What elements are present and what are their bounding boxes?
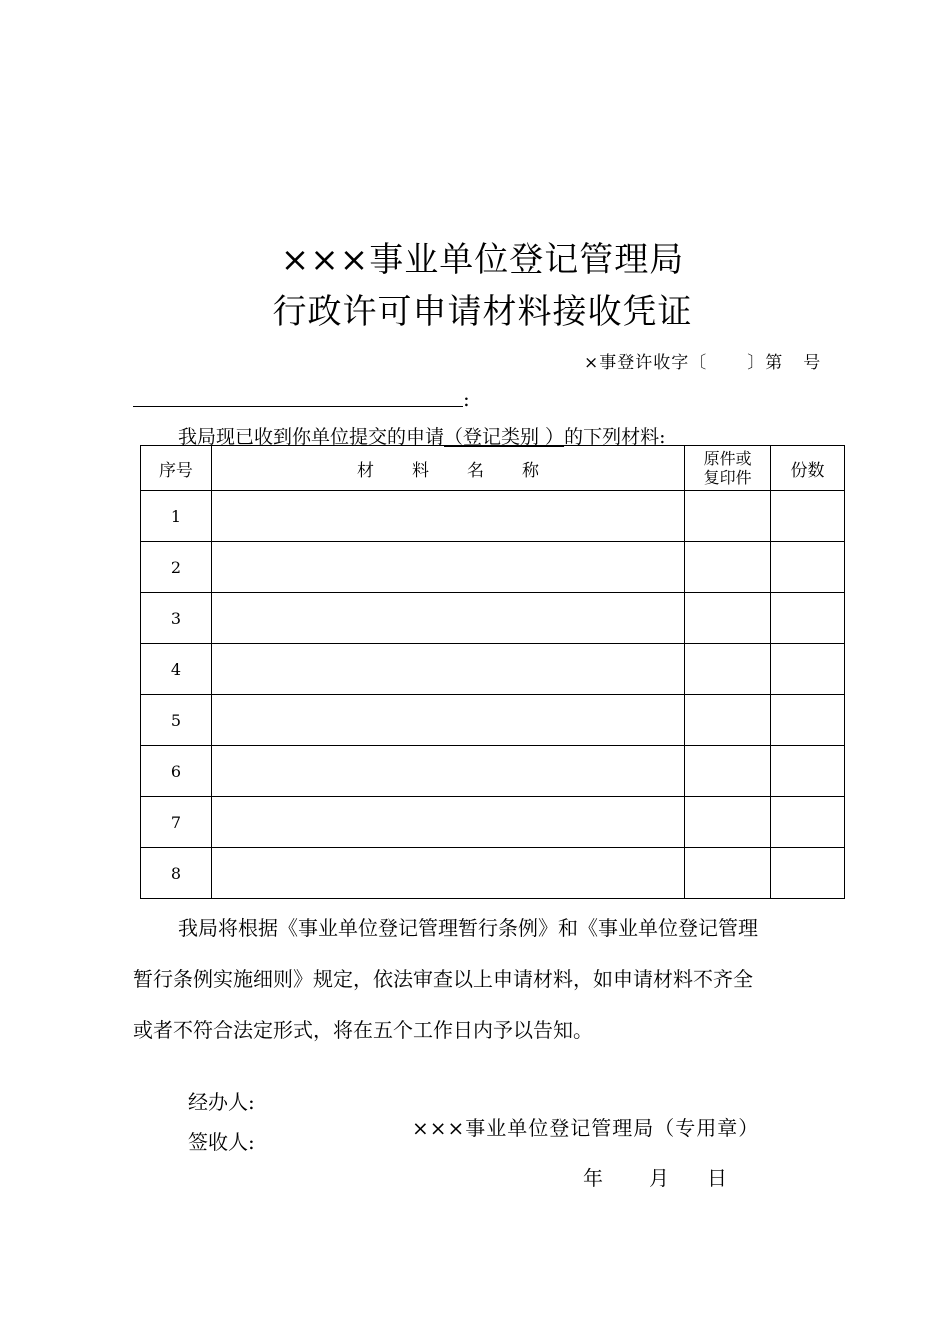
row-number: 2 [141, 542, 212, 593]
copies-cell [771, 542, 845, 593]
body-paragraph-line3: 或者不符合法定形式，将在五个工作日内予以告知。 [133, 1018, 593, 1042]
issue-date [583, 1162, 727, 1191]
copies-cell [771, 593, 845, 644]
intro-after: 的下列材料: [564, 426, 666, 448]
table-row [141, 848, 845, 899]
header-seq: 序号 [141, 446, 212, 491]
original-copy-cell [685, 695, 771, 746]
date-month-label: 月 [649, 1166, 669, 1190]
row-number: 3 [141, 593, 212, 644]
copies-cell [771, 644, 845, 695]
material-name-cell [211, 797, 684, 848]
row-number: 1 [141, 491, 212, 542]
table-row [141, 644, 845, 695]
document-number-bracket-close: 〕第 [747, 353, 784, 373]
body-paragraph-line1: 我局将根据《事业单位登记管理暂行条例》和《事业单位登记管理 [178, 916, 758, 940]
date-year-label: 年 [583, 1166, 603, 1190]
addressee-blank-line [133, 406, 463, 407]
header-material-name: 材料名称 [211, 446, 684, 491]
document-number-prefix: ×事登许收字〔 [584, 353, 708, 373]
table-row [141, 695, 845, 746]
document-title-line1: ×××事业单位登记管理局 [280, 240, 685, 280]
header-copies: 份数 [771, 446, 845, 491]
header-original-or-copy: 原件或 复印件 [685, 446, 771, 491]
addressee-colon: : [463, 387, 470, 411]
original-copy-cell [685, 848, 771, 899]
material-name-cell [211, 542, 684, 593]
material-name-cell [211, 644, 684, 695]
copies-cell [771, 797, 845, 848]
row-number: 6 [141, 746, 212, 797]
registration-type-blank: （登记类别 ） [444, 426, 565, 448]
original-copy-cell [685, 746, 771, 797]
row-number: 8 [141, 848, 212, 899]
table-row [141, 542, 845, 593]
table-row [141, 491, 845, 542]
material-name-cell [211, 695, 684, 746]
document-number-suffix: 号 [803, 353, 822, 373]
row-number: 5 [141, 695, 212, 746]
original-copy-cell [685, 593, 771, 644]
material-name-cell [211, 848, 684, 899]
body-paragraph-line2: 暂行条例实施细则》规定，依法审查以上申请材料，如申请材料不齐全 [133, 967, 753, 991]
copies-cell [771, 746, 845, 797]
materials-table [140, 445, 845, 899]
date-day-label: 日 [707, 1166, 727, 1190]
table-row [141, 593, 845, 644]
row-number: 4 [141, 644, 212, 695]
material-name-cell [211, 593, 684, 644]
material-name-cell [211, 746, 684, 797]
table-row [141, 746, 845, 797]
table-row [141, 797, 845, 848]
receiver-label: 签收人: [188, 1130, 255, 1154]
original-copy-cell [685, 644, 771, 695]
document-number [584, 348, 821, 373]
intro-before: 我局现已收到你单位提交的申请 [178, 426, 445, 448]
handler-label: 经办人: [188, 1090, 255, 1114]
row-number: 7 [141, 797, 212, 848]
original-copy-cell [685, 542, 771, 593]
table-header-row [141, 446, 845, 491]
copies-cell [771, 491, 845, 542]
original-copy-cell [685, 491, 771, 542]
original-copy-cell [685, 797, 771, 848]
copies-cell [771, 848, 845, 899]
document-title-line2: 行政许可申请材料接收凭证 [272, 292, 693, 332]
copies-cell [771, 695, 845, 746]
material-name-cell [211, 491, 684, 542]
issuing-authority-seal: ×××事业单位登记管理局（专用章） [412, 1116, 760, 1140]
